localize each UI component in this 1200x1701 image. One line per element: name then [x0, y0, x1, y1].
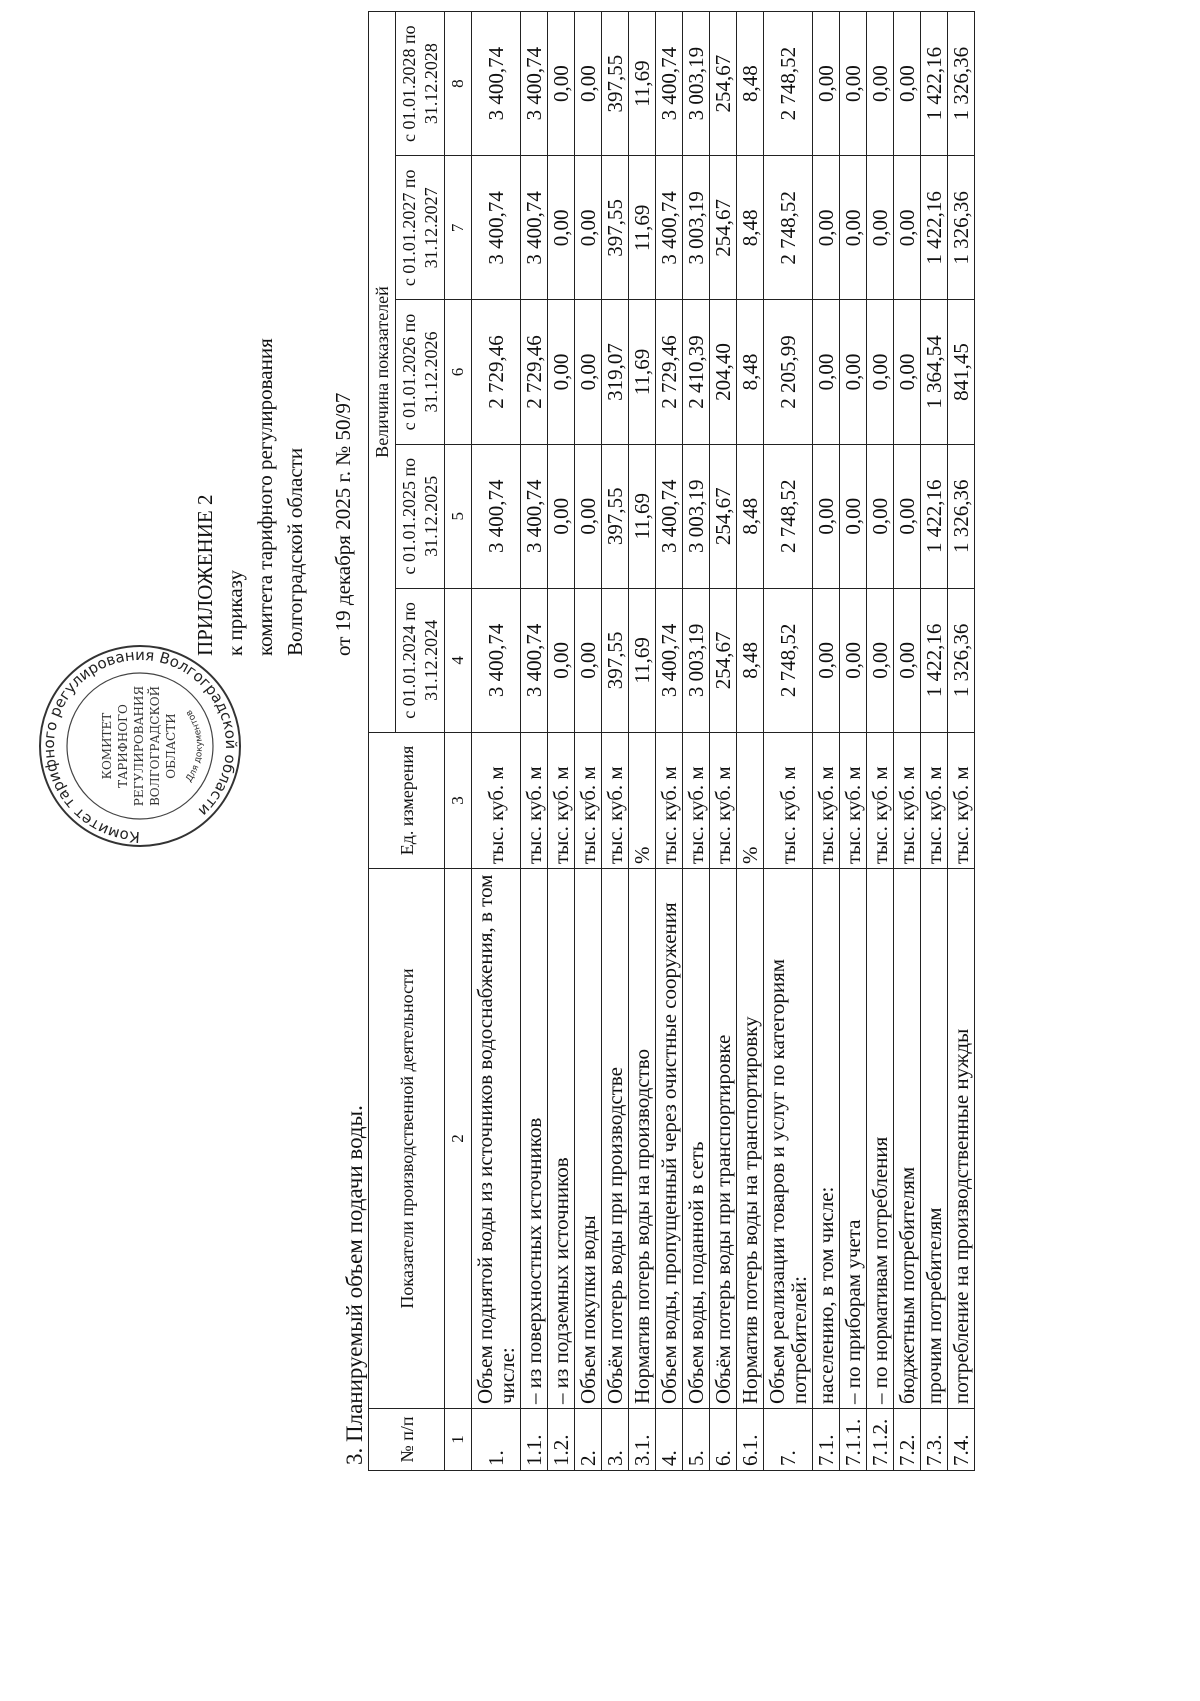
- row-value: 3 400,74: [472, 444, 521, 588]
- row-unit: тыс. куб. м: [548, 733, 575, 869]
- header-period: с 01.01.2024 по 31.12.2024: [396, 588, 445, 732]
- row-unit: тыс. куб. м: [683, 733, 710, 869]
- stamp-center-line: ВОЛГОГРАДСКОЙ: [148, 685, 162, 807]
- row-value: 0,00: [548, 300, 575, 444]
- row-value: 0,00: [840, 156, 867, 300]
- row-value: 254,67: [710, 444, 737, 588]
- table-body: [472, 12, 975, 1471]
- row-value: 2 729,46: [521, 300, 548, 444]
- row-number: 2.: [575, 1409, 602, 1471]
- column-index: 4: [445, 588, 472, 732]
- row-value: 8,48: [737, 156, 764, 300]
- row-value: 0,00: [867, 12, 894, 156]
- row-unit: тыс. куб. м: [521, 733, 548, 869]
- committee-line: комитета тарифного регулирования: [253, 338, 277, 656]
- row-value: 0,00: [575, 300, 602, 444]
- row-indicator: потребление на производственные нужды: [948, 869, 975, 1409]
- row-value: 0,00: [894, 12, 921, 156]
- row-value: 3 400,74: [656, 444, 683, 588]
- row-value: 0,00: [575, 156, 602, 300]
- row-value: 0,00: [548, 444, 575, 588]
- table-row: [840, 12, 867, 1471]
- row-unit: тыс. куб. м: [602, 733, 629, 869]
- row-value: 397,55: [602, 588, 629, 732]
- row-number: 7.3.: [921, 1409, 948, 1471]
- row-indicator: прочим потребителям: [921, 869, 948, 1409]
- row-value: 1 422,16: [921, 156, 948, 300]
- row-indicator: Объем воды, пропущенный через очистные сооружения: [656, 869, 683, 1409]
- row-value: 0,00: [840, 444, 867, 588]
- row-value: 2 410,39: [683, 300, 710, 444]
- row-value: 1 326,36: [948, 156, 975, 300]
- column-index: 1: [445, 1409, 472, 1471]
- row-indicator: Объем воды, поданной в сеть: [683, 869, 710, 1409]
- row-indicator: Объём потерь воды при транспортировке: [710, 869, 737, 1409]
- table-row: [656, 12, 683, 1471]
- row-value: 11,69: [629, 12, 656, 156]
- row-indicator: – из поверхностных источников: [521, 869, 548, 1409]
- row-value: 3 400,74: [656, 12, 683, 156]
- row-value: 0,00: [813, 444, 840, 588]
- row-value: 0,00: [840, 300, 867, 444]
- row-value: 2 205,99: [764, 300, 813, 444]
- row-number: 7.1.: [813, 1409, 840, 1471]
- row-value: 0,00: [894, 300, 921, 444]
- region-line: Волгоградской области: [283, 447, 307, 656]
- row-indicator: – из подземных источников: [548, 869, 575, 1409]
- row-value: 11,69: [629, 588, 656, 732]
- row-number: 3.1.: [629, 1409, 656, 1471]
- row-value: 0,00: [575, 12, 602, 156]
- column-index: 2: [445, 869, 472, 1409]
- row-value: 3 003,19: [683, 444, 710, 588]
- row-value: 2 729,46: [656, 300, 683, 444]
- table-row: [548, 12, 575, 1471]
- header-values-group: Величина показателей: [369, 12, 396, 733]
- row-value: 0,00: [840, 12, 867, 156]
- row-indicator: – по нормативам потребления: [867, 869, 894, 1409]
- row-unit: тыс. куб. м: [656, 733, 683, 869]
- row-value: 0,00: [867, 588, 894, 732]
- row-indicator: Норматив потерь воды на производство: [629, 869, 656, 1409]
- row-indicator: Объем покупки воды: [575, 869, 602, 1409]
- row-value: 0,00: [813, 588, 840, 732]
- row-value: 3 400,74: [656, 156, 683, 300]
- row-value: 11,69: [629, 156, 656, 300]
- row-value: 841,45: [948, 300, 975, 444]
- row-value: 1 326,36: [948, 444, 975, 588]
- column-index: 6: [445, 300, 472, 444]
- row-value: 397,55: [602, 156, 629, 300]
- section-title: 3. Планируемый объем подачи воды.: [342, 1105, 367, 1465]
- row-unit: тыс. куб. м: [575, 733, 602, 869]
- row-value: 254,67: [710, 12, 737, 156]
- row-value: 3 003,19: [683, 588, 710, 732]
- svg-text:Для документов: [184, 708, 205, 784]
- row-value: 2 748,52: [764, 12, 813, 156]
- column-index: 5: [445, 444, 472, 588]
- row-value: 0,00: [813, 300, 840, 444]
- column-index: 3: [445, 733, 472, 869]
- header-indicator: Показатели производственной деятельности: [369, 869, 445, 1409]
- header-period: с 01.01.2027 по 31.12.2027: [396, 156, 445, 300]
- row-value: 0,00: [840, 588, 867, 732]
- row-value: 0,00: [867, 444, 894, 588]
- row-indicator: бюджетным потребителям: [894, 869, 921, 1409]
- row-value: 0,00: [548, 156, 575, 300]
- row-value: 3 400,74: [472, 12, 521, 156]
- row-indicator: Норматив потерь воды на транспортировку: [737, 869, 764, 1409]
- row-value: 204,40: [710, 300, 737, 444]
- row-unit: тыс. куб. м: [472, 733, 521, 869]
- row-unit: %: [737, 733, 764, 869]
- row-value: 0,00: [575, 588, 602, 732]
- table-row: [867, 12, 894, 1471]
- row-value: 8,48: [737, 444, 764, 588]
- order-date: от 19 декабря 2025 г. № 50/97: [331, 392, 355, 656]
- row-value: 3 400,74: [472, 156, 521, 300]
- row-indicator: населению, в том числе:: [813, 869, 840, 1409]
- row-value: 3 400,74: [472, 588, 521, 732]
- header-period: с 01.01.2025 по 31.12.2025: [396, 444, 445, 588]
- header-period: с 01.01.2026 по 31.12.2026: [396, 300, 445, 444]
- row-indicator: Объем реализации товаров и услуг по категориям потребителей:: [764, 869, 813, 1409]
- row-unit: тыс. куб. м: [764, 733, 813, 869]
- row-unit: тыс. куб. м: [948, 733, 975, 869]
- row-value: 8,48: [737, 12, 764, 156]
- row-number: 3.: [602, 1409, 629, 1471]
- row-unit: тыс. куб. м: [840, 733, 867, 869]
- table-row: [472, 12, 521, 1471]
- table-row: [813, 12, 840, 1471]
- row-value: 3 003,19: [683, 12, 710, 156]
- row-value: 0,00: [867, 156, 894, 300]
- row-value: 1 326,36: [948, 588, 975, 732]
- row-unit: тыс. куб. м: [710, 733, 737, 869]
- row-indicator: – по приборам учета: [840, 869, 867, 1409]
- row-number: 1.2.: [548, 1409, 575, 1471]
- stamp-center-line: КОМИТЕТ: [100, 712, 114, 780]
- row-value: 0,00: [894, 156, 921, 300]
- stamp-bottom-text: Для документов: [184, 707, 206, 785]
- row-value: 319,07: [602, 300, 629, 444]
- table-row: [921, 12, 948, 1471]
- row-unit: тыс. куб. м: [894, 733, 921, 869]
- appendix-header: [190, 338, 358, 656]
- stamp-center-line: РЕГУЛИРОВАНИЯ: [132, 685, 146, 807]
- stamp-center-line: ТАРИФНОГО: [116, 704, 130, 788]
- row-value: 0,00: [813, 12, 840, 156]
- row-value: 2 729,46: [472, 300, 521, 444]
- table-row: [521, 12, 548, 1471]
- row-indicator: Объём потерь воды при производстве: [602, 869, 629, 1409]
- row-value: 0,00: [548, 588, 575, 732]
- stamp-ring-text: Комитет тарифного регулирования Волгоградской области: [39, 645, 241, 847]
- row-number: 7.1.2.: [867, 1409, 894, 1471]
- row-value: 3 400,74: [521, 12, 548, 156]
- table-row: [575, 12, 602, 1471]
- row-indicator: Объем поднятой воды из источников водоснабжения, в том числе:: [472, 869, 521, 1409]
- row-value: 3 400,74: [656, 588, 683, 732]
- table-row: [948, 12, 975, 1471]
- row-value: 2 748,52: [764, 156, 813, 300]
- row-number: 5.: [683, 1409, 710, 1471]
- row-value: 2 748,52: [764, 444, 813, 588]
- row-value: 0,00: [894, 444, 921, 588]
- row-value: 254,67: [710, 588, 737, 732]
- row-value: 3 003,19: [683, 156, 710, 300]
- table-row: [602, 12, 629, 1471]
- row-value: 0,00: [548, 12, 575, 156]
- header-period: с 01.01.2028 по 31.12.2028: [396, 12, 445, 156]
- row-value: 1 422,16: [921, 444, 948, 588]
- row-unit: тыс. куб. м: [813, 733, 840, 869]
- column-index: 7: [445, 156, 472, 300]
- order-line: к приказу: [223, 570, 247, 656]
- row-value: 8,48: [737, 300, 764, 444]
- table-row: [764, 12, 813, 1471]
- row-number: 1.1.: [521, 1409, 548, 1471]
- row-value: 3 400,74: [521, 444, 548, 588]
- row-value: 397,55: [602, 444, 629, 588]
- row-value: 1 326,36: [948, 12, 975, 156]
- row-number: 6.1.: [737, 1409, 764, 1471]
- table-row: [737, 12, 764, 1471]
- row-value: 1 422,16: [921, 588, 948, 732]
- row-unit: тыс. куб. м: [867, 733, 894, 869]
- row-value: 0,00: [894, 588, 921, 732]
- row-number: 7.: [764, 1409, 813, 1471]
- table-row: [629, 12, 656, 1471]
- appendix-title: ПРИЛОЖЕНИЕ 2: [193, 494, 217, 656]
- row-value: 2 748,52: [764, 588, 813, 732]
- row-unit: тыс. куб. м: [921, 733, 948, 869]
- row-number: 7.2.: [894, 1409, 921, 1471]
- row-number: 7.4.: [948, 1409, 975, 1471]
- row-value: 0,00: [867, 300, 894, 444]
- column-index: 8: [445, 12, 472, 156]
- header-no: № п/п: [369, 1409, 445, 1471]
- water-supply-table: [368, 11, 975, 1471]
- row-value: 397,55: [602, 12, 629, 156]
- row-value: 0,00: [813, 156, 840, 300]
- row-value: 8,48: [737, 588, 764, 732]
- row-unit: %: [629, 733, 656, 869]
- column-index-row: [445, 12, 472, 1471]
- row-number: 7.1.1.: [840, 1409, 867, 1471]
- row-value: 11,69: [629, 300, 656, 444]
- row-number: 1.: [472, 1409, 521, 1471]
- row-value: 3 400,74: [521, 156, 548, 300]
- row-number: 6.: [710, 1409, 737, 1471]
- row-value: 0,00: [575, 444, 602, 588]
- header-unit: Ед. измерения: [369, 733, 445, 869]
- official-stamp: [35, 641, 245, 851]
- row-value: 1 422,16: [921, 12, 948, 156]
- row-value: 1 364,54: [921, 300, 948, 444]
- stamp-center-line: ОБЛАСТИ: [164, 713, 178, 779]
- row-number: 4.: [656, 1409, 683, 1471]
- table-row: [894, 12, 921, 1471]
- row-value: 11,69: [629, 444, 656, 588]
- table-row: [710, 12, 737, 1471]
- row-value: 3 400,74: [521, 588, 548, 732]
- row-value: 254,67: [710, 156, 737, 300]
- table-row: [683, 12, 710, 1471]
